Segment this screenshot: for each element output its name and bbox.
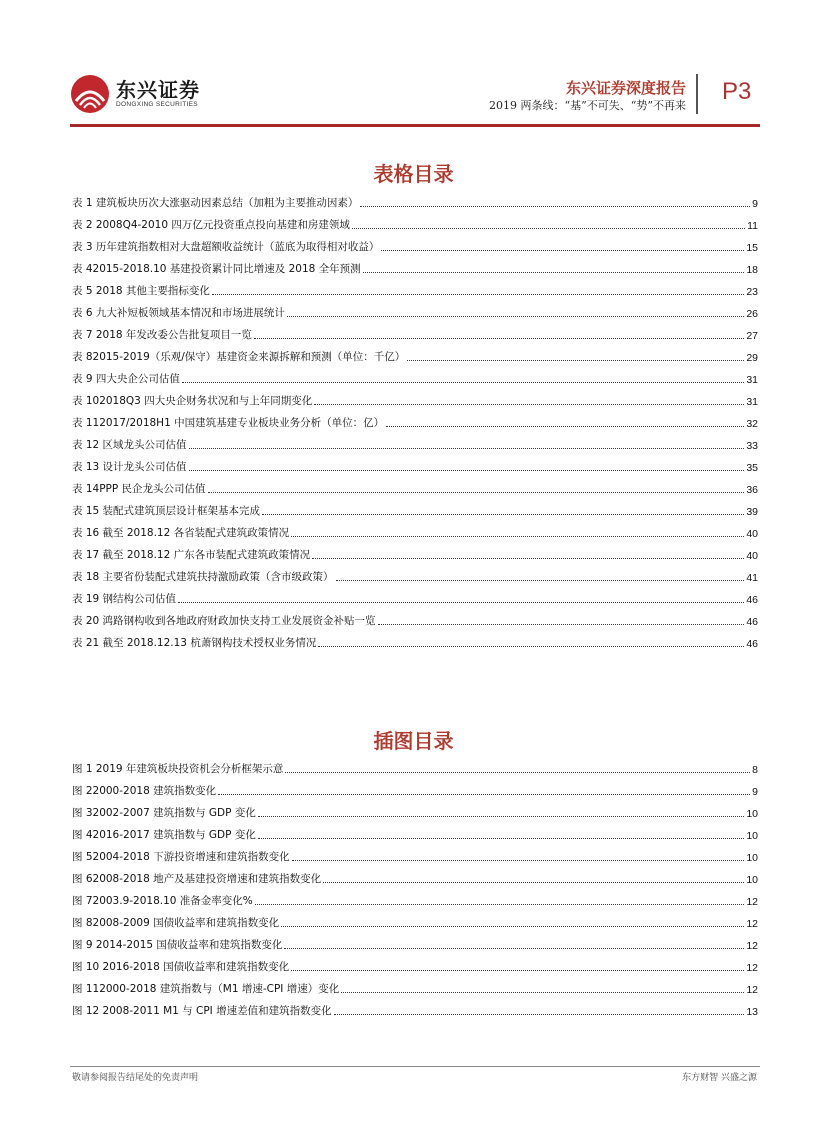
toc-entry[interactable] [72, 342, 758, 364]
page-header [0, 0, 827, 130]
toc-dot-leader [287, 316, 744, 317]
figures-toc-title: 插图目录 [373, 729, 454, 753]
footer-disclaimer: 敬请参阅报告结尾处的免责声明 [72, 1073, 199, 1083]
toc-dot-leader [318, 646, 744, 647]
toc-entry-label: 图 112000-2018 建筑指数与（M1 增速-CPI 增速）变化 [72, 983, 340, 995]
toc-dot-leader [189, 448, 745, 449]
toc-entry-label: 表 18 主要省份装配式建筑扶持激励政策（含市级政策） [72, 571, 334, 583]
toc-entry-label: 表 12 区域龙头公司估值 [72, 439, 187, 451]
toc-entry-label: 图 10 2016-2018 国债收益率和建筑指数变化 [72, 961, 290, 973]
toc-entry-page: 46 [746, 616, 758, 628]
toc-dot-leader [352, 228, 745, 229]
toc-entry-label: 图 72003.9-2018.10 准备金率变化% [72, 895, 253, 907]
toc-dot-leader [334, 1014, 745, 1015]
toc-dot-leader [262, 514, 744, 515]
toc-entry-label: 图 22000-2018 建筑指数变化 [72, 785, 217, 797]
toc-entry-label: 表 6 九大补短板领域基本情况和市场进展统计 [72, 307, 285, 319]
toc-entry-label: 图 9 2014-2015 国债收益率和建筑指数变化 [72, 939, 283, 951]
toc-entry[interactable] [72, 298, 758, 320]
toc-dot-leader [254, 338, 744, 339]
toc-entry[interactable] [72, 584, 758, 606]
toc-entry-label: 表 15 装配式建筑顶层设计框架基本完成 [72, 505, 261, 517]
company-logo [70, 72, 210, 116]
toc-entry-label: 表 17 截至 2018.12 广东各市装配式建筑政策情况 [72, 549, 311, 561]
toc-dot-leader [292, 860, 745, 861]
header-rule [70, 124, 760, 127]
toc-entry[interactable] [72, 864, 758, 886]
report-subtitle: 2019 两条线：“基”不可失、“势”不再来 [489, 99, 686, 112]
toc-entry[interactable] [72, 996, 758, 1018]
toc-entry-label: 表 9 四大央企公司估值 [72, 373, 180, 385]
toc-dot-leader [218, 794, 750, 795]
toc-entry[interactable] [72, 776, 758, 798]
logo-emblem-icon [70, 74, 110, 114]
toc-entry-page: 12 [746, 918, 758, 930]
toc-entry[interactable] [72, 320, 758, 342]
logo-text-cn: 东兴证券 [116, 78, 200, 102]
toc-entry-page: 8 [752, 764, 758, 776]
toc-dot-leader [182, 382, 744, 383]
toc-entry-label: 表 82015-2019（乐观/保守）基建资金来源拆解和预测（单位：千亿） [72, 351, 406, 363]
toc-entry-page: 32 [746, 418, 758, 430]
page-number: P3 [722, 78, 752, 105]
toc-entry-label: 图 82008-2009 国债收益率和建筑指数变化 [72, 917, 280, 929]
toc-entry-label: 图 62008-2018 地产及基建投资增速和建筑指数变化 [72, 873, 322, 885]
toc-entry-page: 23 [746, 286, 758, 298]
toc-entry-page: 12 [746, 984, 758, 996]
toc-dot-leader [281, 926, 744, 927]
toc-dot-leader [291, 536, 744, 537]
toc-entry[interactable] [72, 908, 758, 930]
toc-entry-label: 表 16 截至 2018.12 各省装配式建筑政策情况 [72, 527, 290, 539]
toc-entry-label: 表 3 历年建筑指数相对大盘超额收益统计（蓝底为取得相对收益） [72, 241, 380, 253]
figures-toc-list [72, 754, 758, 1018]
toc-entry[interactable] [72, 562, 758, 584]
toc-entry[interactable] [72, 188, 758, 210]
toc-dot-leader [407, 360, 744, 361]
toc-dot-leader [378, 624, 745, 625]
toc-dot-leader [363, 272, 745, 273]
toc-dot-leader [208, 492, 745, 493]
toc-entry-page: 31 [746, 374, 758, 386]
toc-entry[interactable] [72, 474, 758, 496]
toc-entry-label: 表 14PPP 民企龙头公司估值 [72, 483, 206, 495]
toc-entry[interactable] [72, 518, 758, 540]
toc-dot-leader [189, 470, 745, 471]
toc-entry[interactable] [72, 386, 758, 408]
toc-entry-label: 图 32002-2007 建筑指数与 GDP 变化 [72, 807, 256, 819]
toc-dot-leader [381, 250, 744, 251]
footer-rule [70, 1066, 760, 1067]
toc-entry-page: 41 [746, 572, 758, 584]
toc-entry-page: 12 [746, 962, 758, 974]
footer-slogan: 东方财智 兴盛之源 [682, 1073, 757, 1083]
toc-entry-page: 12 [746, 940, 758, 952]
toc-entry-page: 10 [746, 852, 758, 864]
toc-entry-label: 表 112017/2018H1 中国建筑基建专业板块业务分析（单位：亿） [72, 417, 385, 429]
toc-dot-leader [341, 992, 744, 993]
toc-entry-page: 46 [746, 638, 758, 650]
toc-entry-page: 9 [752, 198, 758, 210]
toc-dot-leader [336, 580, 745, 581]
toc-entry[interactable] [72, 974, 758, 996]
toc-dot-leader [255, 904, 745, 905]
toc-entry-page: 39 [746, 506, 758, 518]
toc-entry[interactable] [72, 210, 758, 232]
toc-entry-label: 表 13 设计龙头公司估值 [72, 461, 187, 473]
toc-entry-page: 12 [746, 896, 758, 908]
toc-dot-leader [284, 948, 744, 949]
header-divider [696, 74, 698, 114]
tables-toc-title: 表格目录 [373, 162, 454, 186]
toc-entry[interactable] [72, 886, 758, 908]
toc-entry-label: 表 5 2018 其他主要指标变化 [72, 285, 210, 297]
toc-entry-label: 表 19 钢结构公司估值 [72, 593, 177, 605]
logo-text-en: DONGXING SECURITIES [116, 101, 198, 108]
report-title: 东兴证券深度报告 [565, 79, 686, 97]
toc-entry[interactable] [72, 232, 758, 254]
toc-entry-page: 27 [746, 330, 758, 342]
toc-entry-label: 表 1 建筑板块历次大涨驱动因素总结（加粗为主要推动因素） [72, 197, 359, 209]
toc-entry-label: 表 2 2008Q4-2010 四万亿元投资重点投向基建和房建领域 [72, 219, 350, 231]
toc-entry-label: 表 42015-2018.10 基建投资累计同比增速及 2018 全年预测 [72, 263, 361, 275]
toc-entry-label: 表 102018Q3 四大央企财务状况和与上年同期变化 [72, 395, 313, 407]
toc-entry-label: 表 7 2018 年发改委公告批复项目一览 [72, 329, 252, 341]
toc-entry-page: 31 [746, 396, 758, 408]
toc-dot-leader [314, 404, 744, 405]
toc-entry-page: 26 [746, 308, 758, 320]
tables-toc-list [72, 188, 758, 650]
toc-dot-leader [285, 772, 750, 773]
toc-entry-page: 9 [752, 786, 758, 798]
toc-dot-leader [386, 426, 744, 427]
toc-entry[interactable] [72, 254, 758, 276]
toc-entry[interactable] [72, 276, 758, 298]
toc-entry-label: 图 52004-2018 下游投资增速和建筑指数变化 [72, 851, 290, 863]
toc-entry[interactable] [72, 430, 758, 452]
toc-entry-page: 29 [746, 352, 758, 364]
toc-entry-page: 10 [746, 808, 758, 820]
toc-entry[interactable] [72, 452, 758, 474]
toc-entry[interactable] [72, 408, 758, 430]
toc-entry-page: 13 [746, 1006, 758, 1018]
toc-entry-page: 33 [746, 440, 758, 452]
toc-entry-page: 35 [746, 462, 758, 474]
toc-entry[interactable] [72, 754, 758, 776]
toc-entry-page: 46 [746, 594, 758, 606]
toc-dot-leader [178, 602, 744, 603]
toc-dot-leader [323, 882, 744, 883]
toc-dot-leader [291, 970, 744, 971]
toc-entry[interactable] [72, 952, 758, 974]
toc-dot-leader [258, 816, 744, 817]
toc-entry-label: 图 12 2008-2011 M1 与 CPI 增速差值和建筑指数变化 [72, 1005, 332, 1017]
toc-dot-leader [258, 838, 744, 839]
toc-entry-page: 11 [747, 220, 758, 232]
toc-entry-page: 15 [746, 242, 758, 254]
toc-entry-page: 40 [746, 550, 758, 562]
toc-entry[interactable] [72, 842, 758, 864]
toc-entry-label: 表 21 截至 2018.12.13 杭萧钢构技术授权业务情况 [72, 637, 317, 649]
toc-entry[interactable] [72, 364, 758, 386]
toc-entry-page: 36 [746, 484, 758, 496]
toc-entry[interactable] [72, 628, 758, 650]
toc-entry[interactable] [72, 820, 758, 842]
toc-dot-leader [360, 206, 750, 207]
toc-entry-page: 10 [746, 830, 758, 842]
toc-entry-page: 40 [746, 528, 758, 540]
toc-dot-leader [212, 294, 744, 295]
toc-entry-page: 10 [746, 874, 758, 886]
toc-entry[interactable] [72, 540, 758, 562]
toc-entry-page: 18 [746, 264, 758, 276]
toc-entry[interactable] [72, 496, 758, 518]
toc-entry[interactable] [72, 798, 758, 820]
toc-entry[interactable] [72, 930, 758, 952]
toc-dot-leader [312, 558, 744, 559]
toc-entry-label: 图 1 2019 年建筑板块投资机会分析框架示意 [72, 763, 284, 775]
toc-entry-label: 图 42016-2017 建筑指数与 GDP 变化 [72, 829, 256, 841]
toc-entry-label: 表 20 鸿路钢构收到各地政府财政加快支持工业发展资金补贴一览 [72, 615, 376, 627]
toc-entry[interactable] [72, 606, 758, 628]
